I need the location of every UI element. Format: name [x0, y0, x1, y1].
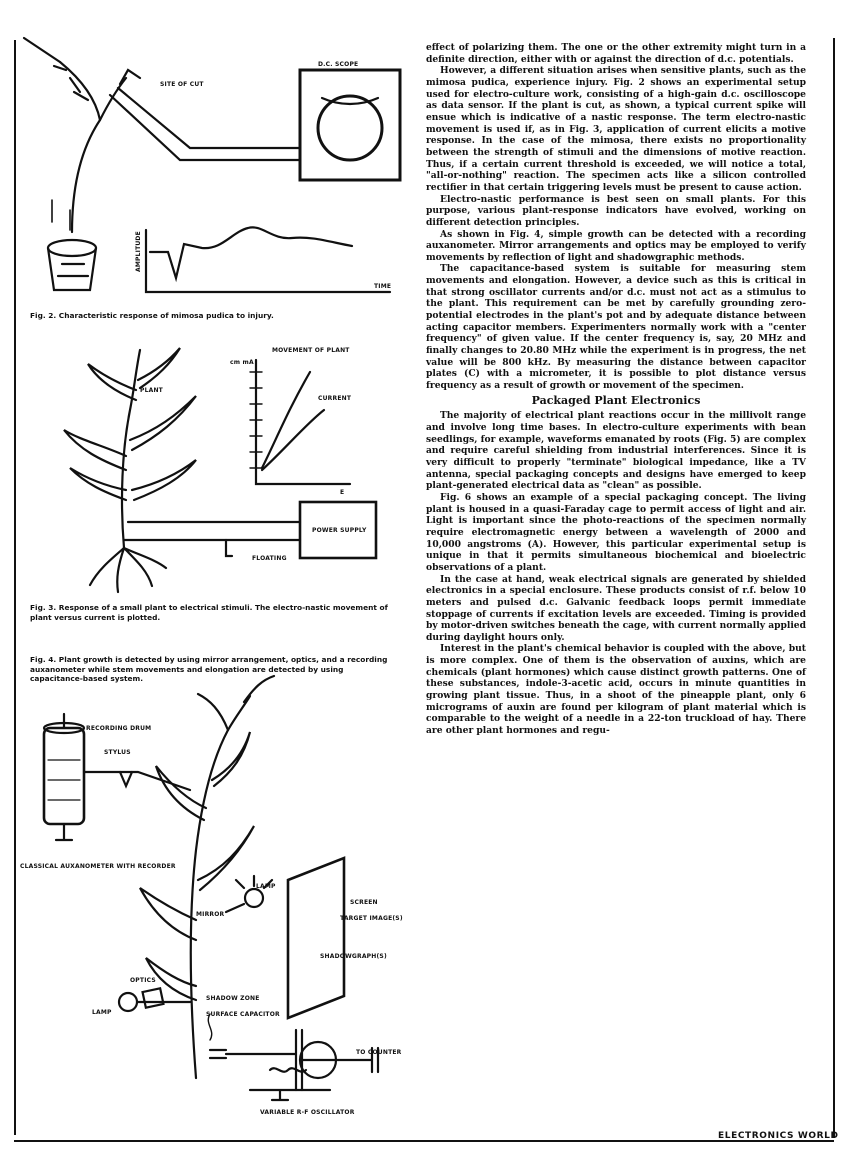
article-paragraph: In the case at hand, weak electrical signals are generated by shielded electronics in a special enclosure. These products consist of r.f. below 10 meters and pulsed d.c. Galvanic feedback loops permit immediate stoppage of currents if excitation levels are exceeded. Timing is provided by motor-driven switches beneath the cage, with current normally applied during daylight hours only. [426, 573, 806, 643]
fig4-screen [288, 858, 344, 1018]
figures-drawing [0, 0, 420, 1151]
article-paragraph: The majority of electrical plant reactions occur in the millivolt range and involve long time bases. In electro-culture experiments with bean seedlings, for example, waveforms emanated by roots (Fig. 5) are complex and require careful shielding from industrial interferences. Since it is very difficult to properly "terminate" biological impedance, like a TV antenna, special packaging concepts and designs have emerged to keep plant-generated electrical data as "clean" as possible. [426, 410, 806, 492]
article-paragraph: However, a different situation arises when sensitive plants, such as the mimosa pudica, experience injury. Fig. 2 shows an experimental setup used for electro-culture work, consisting of a high-gain d.c. oscilloscope as data sensor. If the plant is cut, as shown, a typical current spike will ensue which is indicative of a nastic response. The term electro-nastic movement is used if, as in Fig. 3, application of current elicits a motive response. In the case of the mimosa, there exists no proportionality between the strength of stimuli and the dimensions of motive reaction. Thus, if a certain current threshold is exceeded, we will notice a total, "all-or-nothing" reaction. The specimen acts like a silicon controlled rectifier in that certain triggering levels must be present to cause action. [426, 65, 806, 193]
label-cm-ma: cm mA [230, 359, 254, 366]
fig4-drawing [44, 676, 378, 1100]
fig3-movement-curve [262, 372, 310, 468]
fig2-pot [48, 240, 96, 256]
label-screen: SCREEN [350, 899, 378, 906]
label-shadow-zone: SHADOW ZONE [206, 995, 260, 1002]
label-lamp-upper: LAMP [256, 883, 276, 890]
article-text-column [426, 42, 806, 737]
label-power-supply: POWER SUPPLY [312, 527, 367, 534]
section-heading: Packaged Plant Electronics [531, 393, 701, 407]
fig2-amplitude-axis [146, 230, 390, 292]
fig2-drawing [24, 38, 400, 292]
label-to-counter: TO COUNTER [356, 1049, 402, 1056]
label-time: TIME [374, 283, 392, 290]
fig3-drawing [64, 348, 376, 592]
article-paragraph: effect of polarizing them. The one or the other extremity might turn in a definite direction, either with or against the direction of d.c. potentials. [426, 42, 806, 65]
fig4-surface-capacitor [210, 1050, 226, 1058]
label-lamp-lower: LAMP [92, 1009, 112, 1016]
label-current: CURRENT [318, 395, 352, 402]
label-movement-of-plant: MOVEMENT OF PLANT [272, 347, 350, 354]
label-floating: FLOATING [252, 555, 287, 562]
label-target-images: TARGET IMAGE(S) [340, 915, 403, 922]
label-optics: OPTICS [130, 977, 156, 984]
fig3-caption: Fig. 3. Response of a small plant to electrical stimuli. The electro-nastic movement of plant versus current is plotted. [30, 603, 388, 622]
label-stylus: STYLUS [104, 749, 131, 756]
label-amplitude: AMPLITUDE [135, 231, 142, 272]
label-shadowgraphs: SHADOWGRAPH(S) [320, 953, 387, 960]
fig2-caption: Fig. 2. Characteristic response of mimosa pudica to injury. [30, 311, 274, 320]
label-recording-drum: RECORDING DRUM [86, 725, 152, 732]
fig3-current-curve [262, 410, 324, 470]
fig4-lamp-lower [119, 993, 137, 1011]
label-surface-capacitor: SURFACE CAPACITOR [206, 1011, 280, 1018]
fig3-labels [140, 347, 367, 562]
fig3-cm-axis [256, 360, 350, 484]
label-e-axis: E [340, 489, 345, 496]
fig2-lead-2 [118, 88, 300, 148]
label-mirror: MIRROR [196, 911, 225, 918]
label-dc-scope: D.C. SCOPE [318, 61, 359, 68]
magazine-footer: ELECTRONICS WORLD [718, 1131, 839, 1141]
fig4-recording-drum [44, 728, 84, 824]
figures-column [0, 0, 420, 1151]
label-site-of-cut: SITE OF CUT [160, 81, 204, 88]
article-paragraph: Fig. 6 shows an example of a special packaging concept. The living plant is housed in a quasi-Faraday cage to permit access of light and air. Light is important since the photo-reactions of the specimen normally require electromagnetic energy between a wavelength of 2000 and 10,000 angstroms (A). However, this particular experimental setup is unique in that it permits simultaneous biochemical and bioelectric observations of a plant. [426, 491, 806, 573]
article-paragraph: Interest in the plant's chemical behavior is coupled with the above, but is more complex. One of them is the observation of auxins, which are chemicals (plant hormones) which cause distinct growth patterns. One of these substances, indole-3-acetic acid, occurs in minute quantities in growing plant tissue. Thus, in a shoot of the pineapple plant, only 6 micrograms of auxin are found per kilogram of plant material which is comparable to the weight of a needle in a 22-ton truckload of hay. There are other plant hormones and regu- [426, 643, 806, 737]
article-paragraph: As shown in Fig. 4, simple growth can be detected with a recording auxanometer. Mirror arrangements and optics may be employed to verify movements by reflection of light and shadowgraphic methods. [426, 228, 806, 263]
label-variable-rf-oscillator: VARIABLE R-F OSCILLATOR [260, 1109, 355, 1116]
fig4-caption: Fig. 4. Plant growth is detected by using mirror arrangement, optics, and a recording auxanometer while stem movements and elongation are detected by using capacitance-based system. [30, 655, 388, 683]
fig2-response-curve [150, 227, 352, 278]
fig2-scope-screen [318, 96, 382, 160]
label-classical-auxanometer: CLASSICAL AUXANOMETER WITH RECORDER [20, 863, 176, 870]
article-paragraph: Electro-nastic performance is best seen on small plants. For this purpose, various plant-response indicators have evolved, working on different detection principles. [426, 193, 806, 228]
fig4-optics [143, 988, 164, 1007]
label-plant: PLANT [140, 387, 163, 394]
page-edge-right [833, 38, 835, 1138]
fig4-lamp-upper [245, 889, 263, 907]
article-paragraph: The capacitance-based system is suitable for measuring stem movements and elongation. However, a device such as this is critical in that strong oscillator currents and/or d.c. must not act as a stimulus to the plant. This requirement can be met by carefully grounding zero-potential electrodes in the plant's pot and by adequate distance between acting capacitor members. Experimenters normally work with a "center frequency" of given value. If the center frequency is, say, 20 MHz and finally changes to 20.80 MHz while the experiment is in progress, the net value will be 800 kHz. By measuring the distance between capacitor plates (C) with a micrometer, it is possible to plot distance versus frequency as a result of growth or movement of the specimen. [426, 263, 806, 392]
fig2-dc-scope [300, 70, 400, 180]
